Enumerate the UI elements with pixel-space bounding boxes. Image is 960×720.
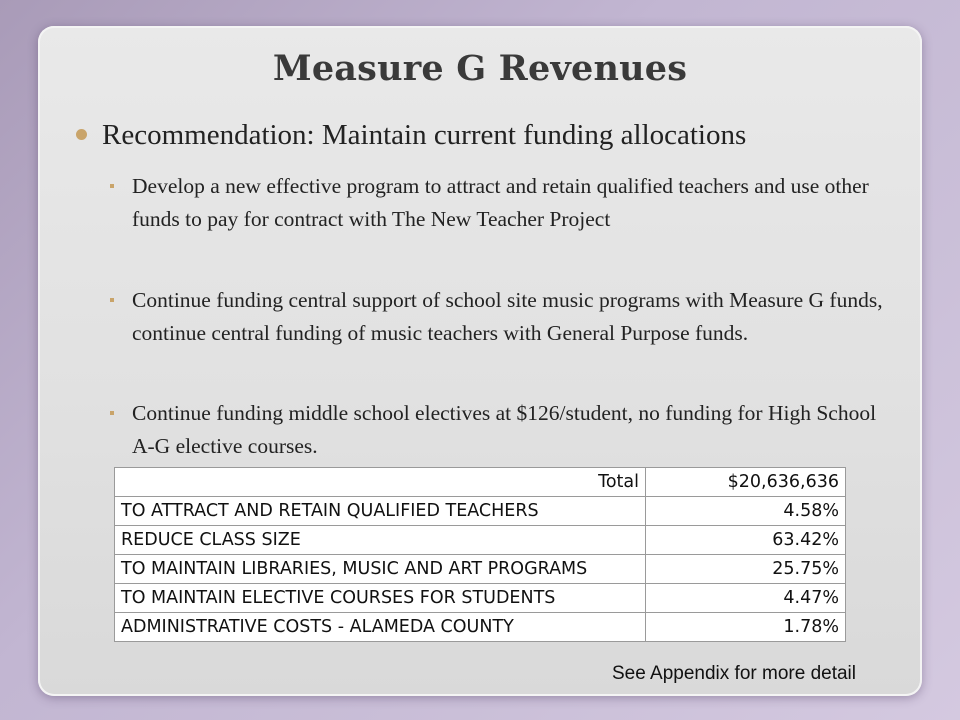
row-label: TO ATTRACT AND RETAIN QUALIFIED TEACHERS [115, 497, 646, 526]
bullet-dot-icon [76, 129, 87, 140]
bullet-square-icon [110, 411, 114, 415]
row-label: TO MAINTAIN LIBRARIES, MUSIC AND ART PROGRAMS [115, 555, 646, 584]
row-value: 4.58% [646, 497, 846, 526]
row-value: 25.75% [646, 555, 846, 584]
row-value: 1.78% [646, 613, 846, 642]
table-row-total [115, 468, 846, 497]
sub-bullet-1-text: Develop a new effective program to attract and retain qualified teachers and use other funds to pay for contract with The New Teacher Project [132, 174, 869, 231]
appendix-note: See Appendix for more detail [612, 663, 856, 684]
row-label: TO MAINTAIN ELECTIVE COURSES FOR STUDENTS [115, 584, 646, 613]
table-row [115, 526, 846, 555]
main-bullet-text: Recommendation: Maintain current funding allocations [102, 119, 747, 151]
row-value: 4.47% [646, 584, 846, 613]
sub-bullet-2-text: Continue funding central support of school site music programs with Measure G funds, continue central funding of music teachers with General Purpose funds. [132, 288, 883, 345]
sub-bullet-3 [110, 397, 890, 463]
table-row [115, 555, 846, 584]
bullet-square-icon [110, 184, 114, 188]
row-value: 63.42% [646, 526, 846, 555]
sub-bullet-1 [110, 170, 890, 236]
bullet-square-icon [110, 298, 114, 302]
row-label: ADMINISTRATIVE COSTS - ALAMEDA COUNTY [115, 613, 646, 642]
funding-table [114, 467, 846, 642]
slide-title: Measure G Revenues [272, 48, 688, 89]
total-value: $20,636,636 [646, 468, 846, 497]
total-label: Total [115, 468, 646, 497]
table-row [115, 613, 846, 642]
table-row [115, 584, 846, 613]
table-row [115, 497, 846, 526]
sub-bullet-3-text: Continue funding middle school electives at $126/student, no funding for High School A-G elective courses. [132, 401, 877, 458]
row-label: REDUCE CLASS SIZE [115, 526, 646, 555]
sub-bullet-2 [110, 284, 890, 350]
